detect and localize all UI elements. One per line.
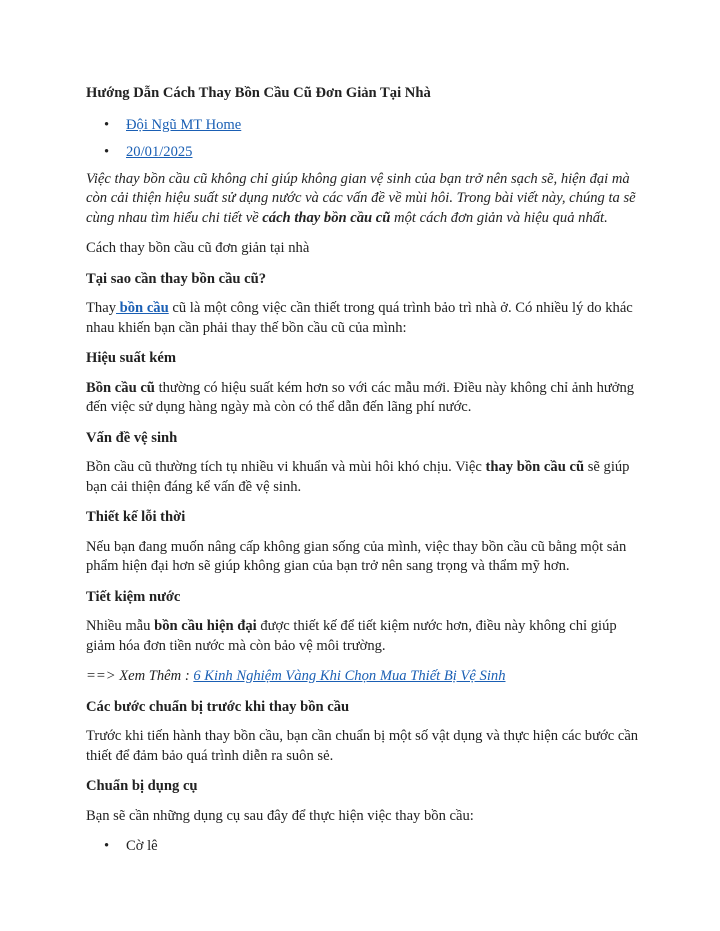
article-meta bbox=[86, 116, 646, 161]
intro-text-1: Việc thay bồn cầu cũ không chỉ giúp không gian vệ sinh của bạn trở nên sạch sẽ, hiện đại mà còn cải thiện hiệu suất sử dụng nước và các vấn đề về mùi hôi. Trong bài viết này, chúng ta sẽ cùng nhau tìm hiểu chi tiết về bbox=[86, 170, 636, 226]
performance-paragraph bbox=[86, 379, 646, 418]
see-more-line bbox=[86, 667, 646, 687]
why-paragraph bbox=[86, 299, 646, 338]
intro-paragraph bbox=[86, 170, 646, 229]
author-item bbox=[86, 116, 646, 134]
heading-design: Thiết kế lỗi thời bbox=[86, 509, 186, 525]
see-more-link[interactable]: 6 Kinh Nghiệm Vàng Khi Chọn Mua Thiết Bị Vệ Sinh bbox=[193, 668, 506, 684]
why-text-after: cũ là một công việc cần thiết trong quá trình bảo trì nhà ở. Có nhiều lý do khác nhau khiến bạn cần phải thay thế bồn cầu cũ của mình: bbox=[86, 300, 633, 336]
hygiene-bold: thay bồn cầu cũ bbox=[485, 459, 585, 475]
tools-paragraph: Bạn sẽ cần những dụng cụ sau đây để thực hiện việc thay bồn cầu: bbox=[86, 807, 474, 824]
hygiene-text-before: Bồn cầu cũ thường tích tụ nhiều vi khuẩn và mùi hôi khó chịu. Việc bbox=[86, 459, 486, 475]
water-text-after: được thiết kế để tiết kiệm nước hơn, điều này không chỉ giúp giảm hóa đơn tiền nước mà còn bảo vệ môi trường. bbox=[86, 618, 617, 654]
water-bold: bồn cầu hiện đại bbox=[154, 618, 257, 634]
list-item: • Cờ lê bbox=[86, 837, 646, 857]
design-paragraph: Nếu bạn đang muốn nâng cấp không gian sống của mình, việc thay bồn cầu cũ bằng một sản phẩm hiện đại hơn sẽ giúp không gian của bạn trở nên sang trọng và thẩm mỹ hơn. bbox=[86, 538, 627, 574]
date-link[interactable]: 20/01/2025 bbox=[126, 143, 193, 160]
hygiene-paragraph bbox=[86, 458, 646, 497]
heading-tools: Chuẩn bị dụng cụ bbox=[86, 778, 198, 794]
performance-bold: Bồn cầu cũ bbox=[86, 379, 155, 396]
performance-text: thường có hiệu suất kém hơn so với các mẫu mới. Điều này không chỉ ảnh hưởng đến việc sử dụng hàng ngày mà còn có thể dẫn đến lãng phí nước. bbox=[86, 379, 635, 415]
see-more-prefix: ==> Xem Thêm : bbox=[86, 668, 194, 684]
heading-water: Tiết kiệm nước bbox=[86, 588, 181, 605]
heading-performance: Hiệu suất kém bbox=[86, 350, 176, 366]
why-text-before: Thay bbox=[86, 300, 116, 316]
date-item bbox=[86, 143, 646, 161]
article-title: Hướng Dẫn Cách Thay Bồn Cầu Cũ Đơn Giản Tại Nhà bbox=[86, 85, 431, 101]
bon-cau-link[interactable]: bồn cầu bbox=[116, 300, 169, 316]
author-link[interactable]: Đội Ngũ MT Home bbox=[126, 116, 242, 133]
water-text-before: Nhiều mẫu bbox=[86, 618, 155, 634]
image-caption: Cách thay bồn cầu cũ đơn giản tại nhà bbox=[86, 240, 310, 256]
hygiene-text-after: sẽ giúp bạn cải thiện đáng kể vấn đề vệ sinh. bbox=[86, 459, 630, 495]
prep-paragraph: Trước khi tiến hành thay bồn cầu, bạn cần chuẩn bị một số vật dụng và thực hiện các bước cần thiết để đảm bảo quá trình diễn ra suôn sẻ. bbox=[86, 728, 639, 764]
heading-prep: Các bước chuẩn bị trước khi thay bồn cầu bbox=[86, 698, 350, 715]
water-paragraph bbox=[86, 617, 646, 656]
intro-bold: cách thay bồn cầu cũ bbox=[262, 209, 391, 226]
tools-list bbox=[86, 837, 646, 857]
heading-why: Tại sao cần thay bồn cầu cũ? bbox=[86, 270, 267, 287]
heading-hygiene: Vấn đề vệ sinh bbox=[86, 429, 178, 446]
article bbox=[86, 84, 646, 857]
intro-text-2: một cách đơn giản và hiệu quả nhất. bbox=[390, 209, 608, 226]
